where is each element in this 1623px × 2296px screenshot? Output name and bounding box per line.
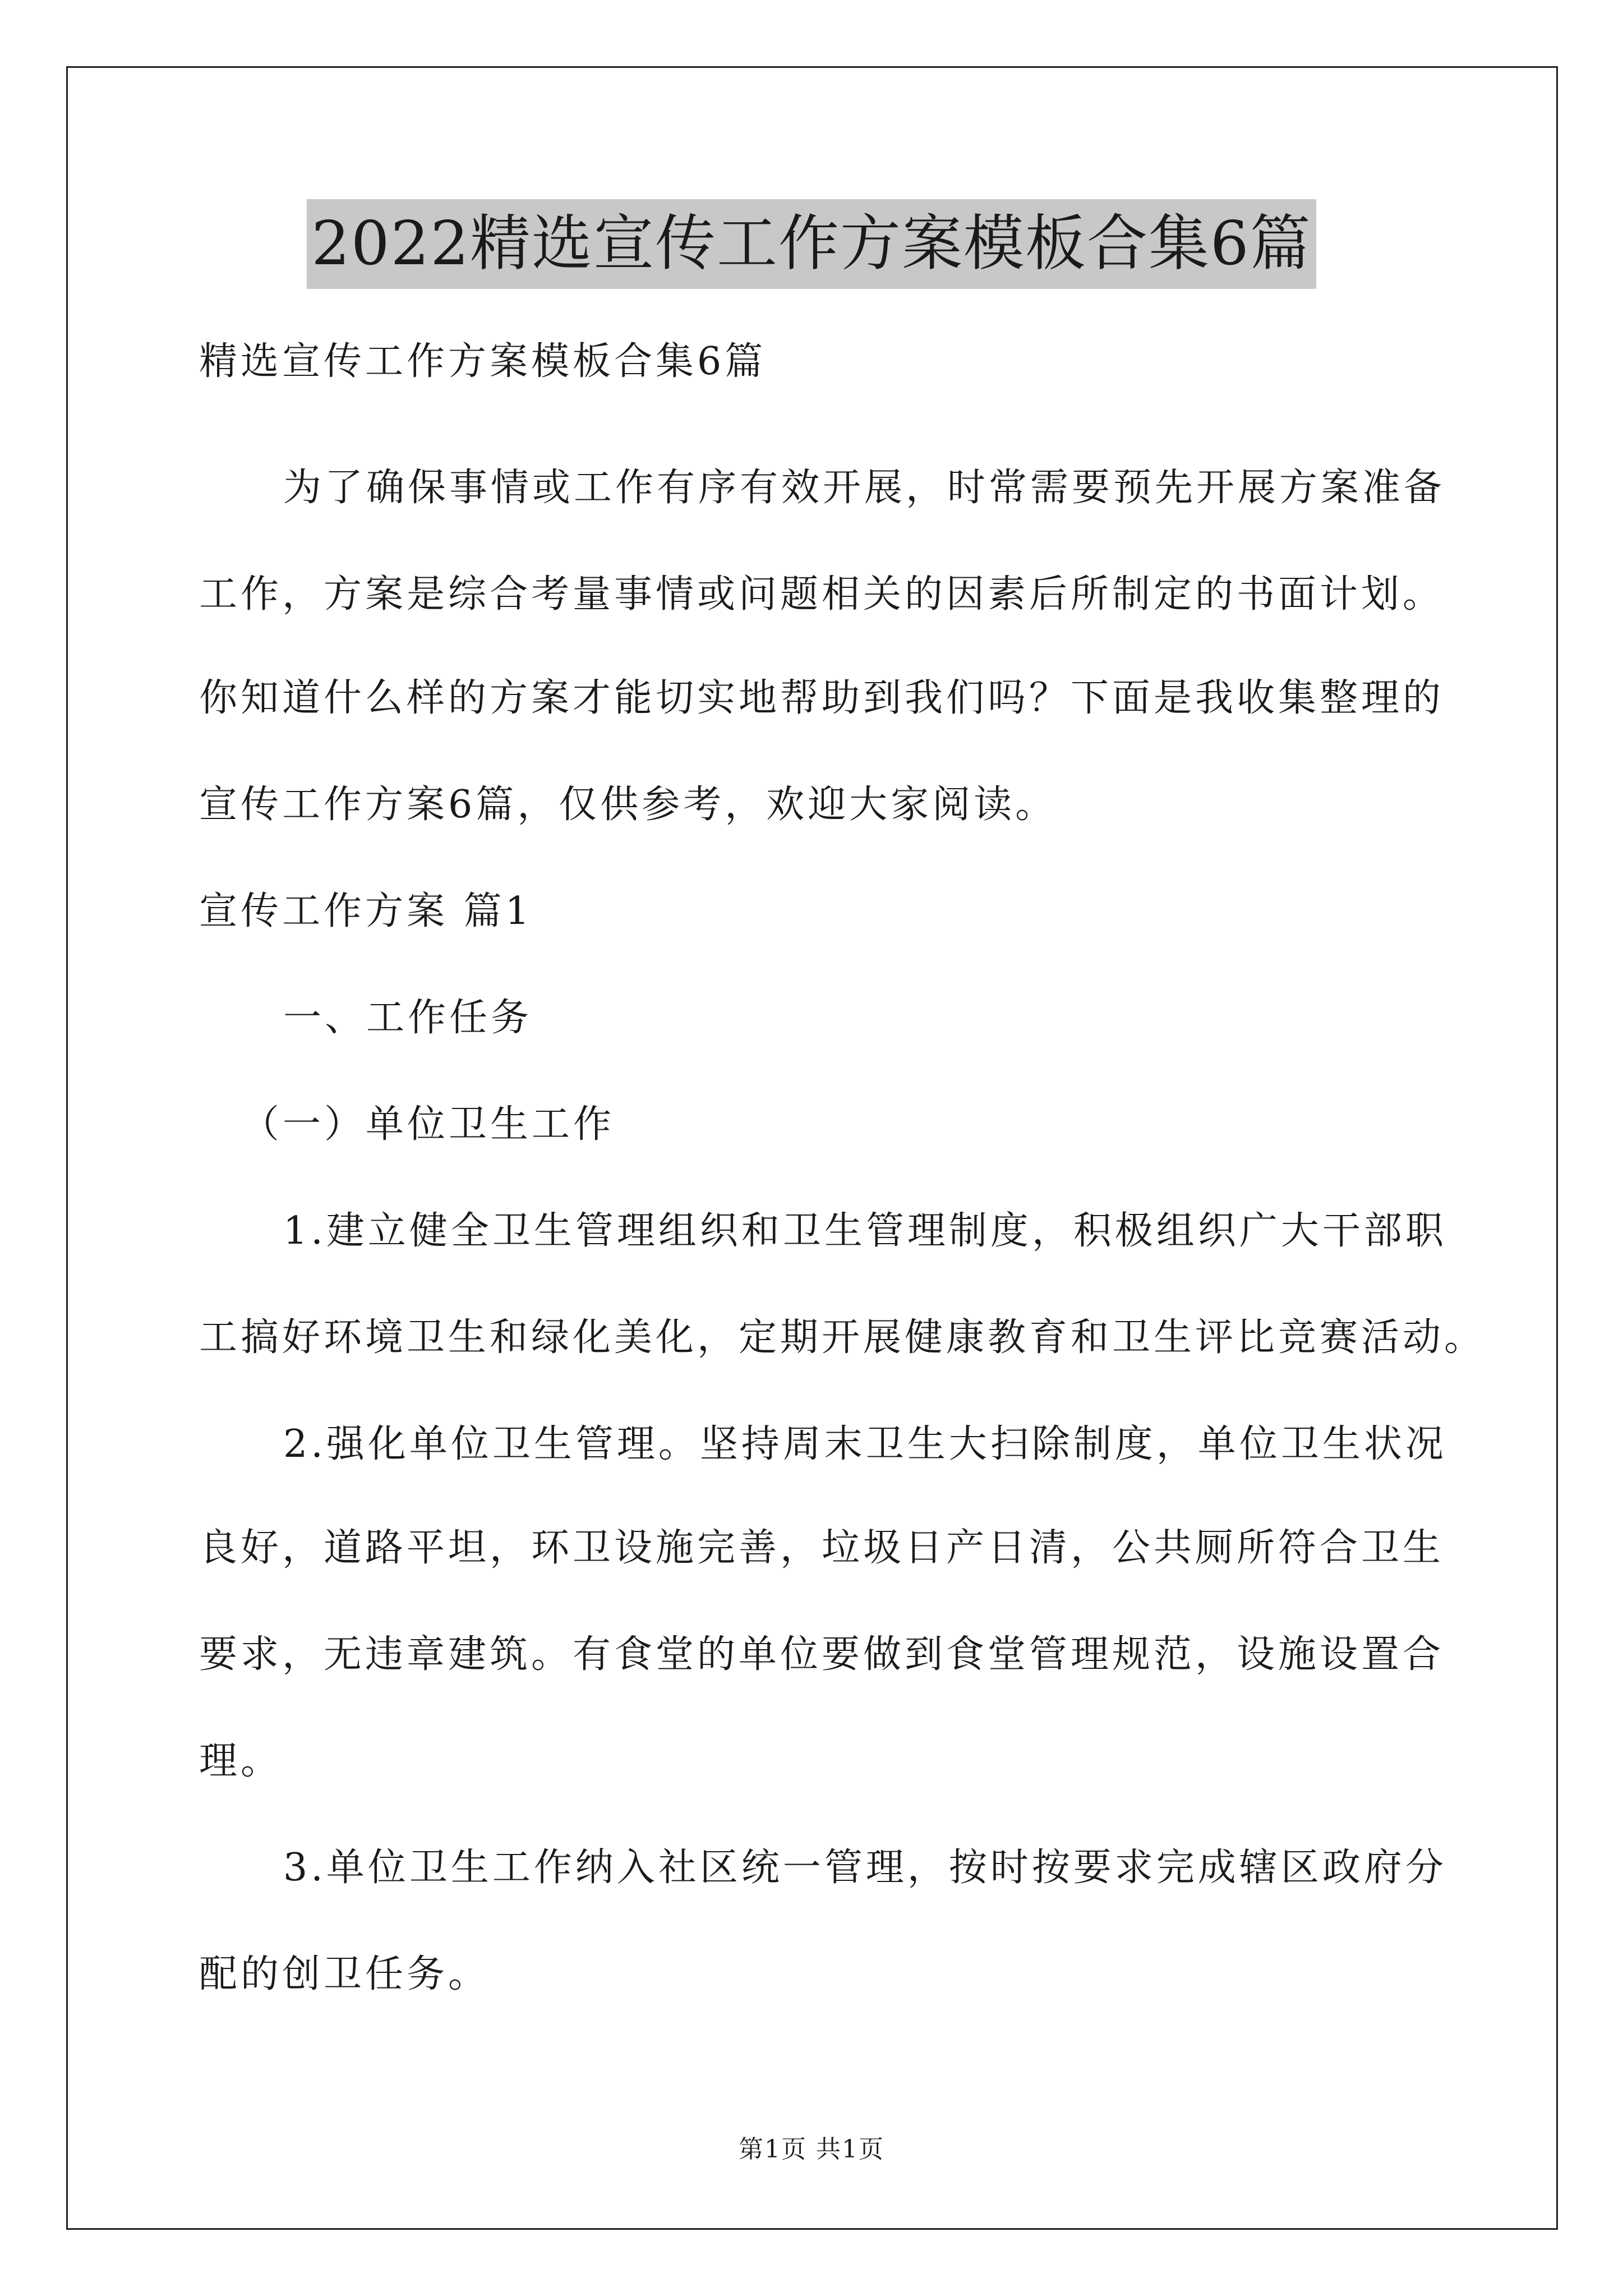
paragraph-line: 宣传工作方案6篇，仅供参考，欢迎大家阅读。 <box>199 783 1057 827</box>
paragraph-line: 3.单位卫生工作纳入社区统一管理，按时按要求完成辖区政府分 <box>283 1846 1447 1890</box>
section-heading: 宣传工作方案 篇1 <box>199 889 533 933</box>
paragraph-line: 要求，无违章建筑。有食堂的单位要做到食堂管理规范，设施设置合 <box>199 1632 1445 1677</box>
paragraph-line: 你知道什么样的方案才能切实地帮助到我们吗？下面是我收集整理的 <box>199 676 1445 720</box>
document-title <box>0 199 1623 300</box>
paragraph-line: 1.建立健全卫生管理组织和卫生管理制度，积极组织广大干部职 <box>283 1209 1447 1253</box>
paragraph-line: 工搞好环境卫生和绿化美化，定期开展健康教育和卫生评比竞赛活动。 <box>199 1315 1486 1360</box>
paragraph-line: 2.强化单位卫生管理。坚持周末卫生大扫除制度，单位卫生状况 <box>283 1422 1447 1466</box>
paragraph-line: 良好，道路平坦，环卫设施完善，垃圾日产日清，公共厕所符合卫生 <box>199 1526 1445 1570</box>
paragraph-line: 配的创卫任务。 <box>199 1952 490 1996</box>
page-footer: 第1页 共1页 <box>739 2135 884 2164</box>
paragraph-line: 工作，方案是综合考量事情或问题相关的因素后所制定的书面计划。 <box>199 572 1445 616</box>
subsection-heading: （一）单位卫生工作 <box>241 1102 615 1147</box>
subtitle-line: 精选宣传工作方案模板合集6篇 <box>199 339 767 384</box>
subsection-heading: 一、工作任务 <box>283 996 533 1040</box>
document-title-text: 2022精选宣传工作方案模板合集6篇 <box>307 199 1316 289</box>
paragraph-line: 为了确保事情或工作有序有效开展，时常需要预先开展方案准备 <box>283 466 1446 510</box>
paragraph-line: 理。 <box>199 1739 283 1783</box>
